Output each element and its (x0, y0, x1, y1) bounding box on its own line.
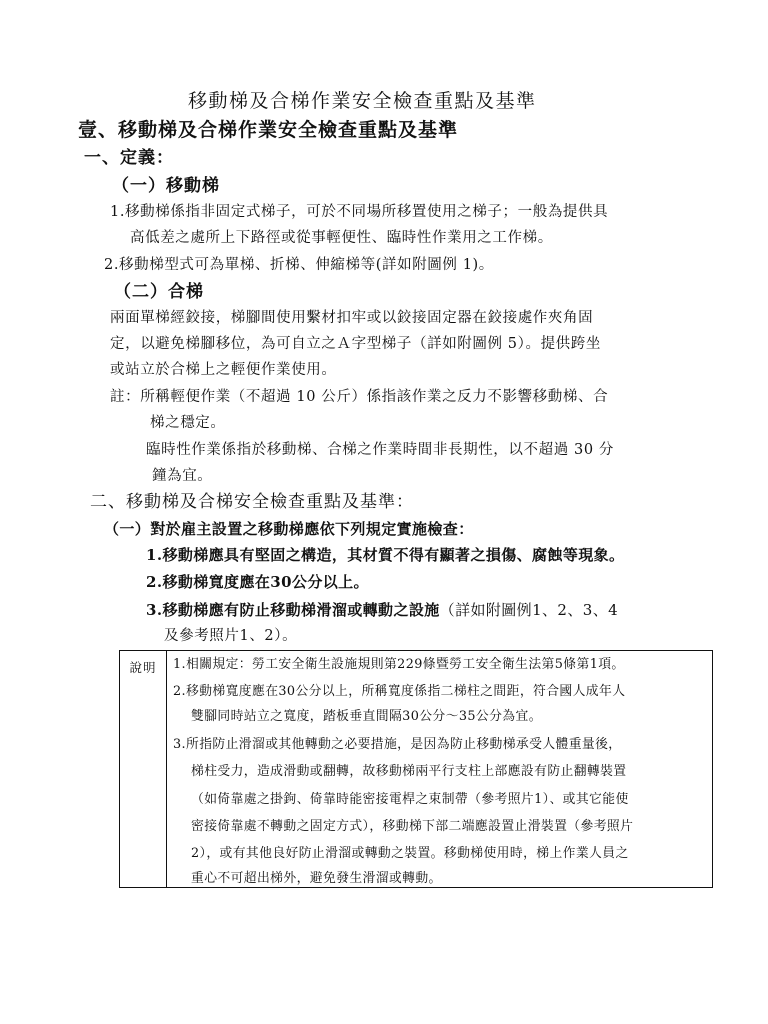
definition-item-1: 1.移動梯係指非固定式梯子，可於不同場所移置使用之梯子；一般為提供具 (110, 204, 609, 220)
a-frame-paragraph-line: 定，以避免梯腳移位，為可自立之Ａ字型梯子（詳如附圖例 5）。提供跨坐 (110, 336, 601, 352)
requirement-item-3-cont: 及參考照片1、2）。 (164, 628, 298, 644)
part-heading-inspection: 二、移動梯及合梯安全檢查重點及基準： (90, 492, 414, 512)
explanation-line: （如倚靠處之掛鉤、倚靠時能密接電桿之束制帶（參考照片1）、或其它能使 (191, 792, 629, 807)
note-temporary-work: 臨時性作業係指於移動梯、合梯之作業時間非長期性，以不超過 30 分 (146, 442, 614, 458)
a-frame-paragraph-line: 或站立於合梯上之輕便作業使用。 (110, 362, 337, 378)
explanation-label: 說明 (120, 651, 167, 887)
inspection-subheading: （一）對於雇主設置之移動梯應依下列規定實施檢查： (104, 520, 474, 538)
requirement-item-2: 2.移動梯寬度應在30公分以上。 (146, 573, 369, 591)
requirement-item-1: 1.移動梯應具有堅固之構造，其材質不得有顯著之損傷、腐蝕等現象。 (146, 546, 625, 564)
subheading-portable-ladder: （一）移動梯 (112, 176, 220, 196)
part-heading-definitions: 一、定義： (84, 148, 174, 168)
explanation-line: 重心不可超出梯外，避免發生滑溜或轉動。 (191, 871, 442, 886)
requirement-item-3 (146, 603, 618, 618)
definition-item-1-cont: 高低差之處所上下路徑或從事輕便性、臨時性作業用之工作梯。 (130, 230, 553, 246)
note-light-work-cont: 梯之穩定。 (150, 415, 226, 431)
explanation-line: 梯柱受力，造成滑動或翻轉，故移動梯兩平行支柱上部應設有防止翻轉裝置 (191, 764, 627, 779)
subheading-a-frame-ladder: （二）合梯 (114, 282, 204, 302)
explanation-line: 1.相關規定：勞工安全衛生設施規則第229條暨勞工安全衛生法第5條第1項。 (173, 657, 625, 672)
explanation-line: 2），或有其他良好防止滑溜或轉動之裝置。移動梯使用時，梯上作業人員之 (191, 846, 629, 861)
section-heading-1: 壹、移動梯及合梯作業安全檢查重點及基準 (78, 119, 459, 141)
explanation-line: 密接倚靠處不轉動之固定方式），移動梯下部二端應設置止滑裝置（參考照片 (191, 819, 634, 834)
note-temporary-work-cont: 鐘為宜。 (152, 468, 213, 484)
explanation-box (119, 650, 713, 888)
requirement-item-3-bold: 3.移動梯應有防止移動梯滑溜或轉動之設施 (146, 601, 440, 619)
requirement-item-3-ref: （詳如附圖例1、2、3、4 (439, 601, 619, 619)
explanation-line: 雙腳同時站立之寬度，踏板垂直間隔30公分～35公分為宜。 (191, 709, 542, 724)
note-light-work: 註：所稱輕便作業（不超過 10 公斤）係指該作業之反力不影響移動梯、合 (110, 389, 609, 405)
a-frame-paragraph-line: 兩面單梯經鉸接，梯腳間使用繫材扣牢或以鉸接固定器在鉸接處作夾角固 (110, 310, 594, 326)
definition-item-2: 2.移動梯型式可為單梯、折梯、伸縮梯等(詳如附圖例 1)。 (104, 257, 494, 273)
explanation-line: 3.所指防止滑溜或其他轉動之必要措施，是因為防止移動梯承受人體重量後， (173, 737, 622, 752)
document-title: 移動梯及合梯作業安全檢查重點及基準 (188, 90, 537, 112)
explanation-line: 2.移動梯寬度應在30公分以上，所稱寬度係指二梯柱之間距，符合國人成年人 (173, 684, 626, 699)
